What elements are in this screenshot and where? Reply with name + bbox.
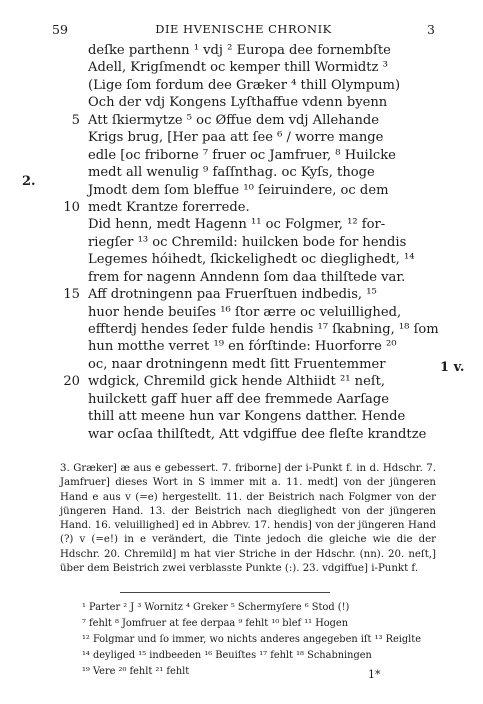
variant-line: ¹ Parter ² J ³ Wornitz ⁴ Greker ⁵ Schermyſere ⁶ Stod (!) <box>82 602 350 613</box>
text-line <box>88 408 423 425</box>
line-text: Jmodt dem ſom bleffue ¹⁰ ſeiruindere, oc dem <box>88 182 389 198</box>
line-text: Legemes hóihedt, ſkickelighedt oc dieglighedt, ¹⁴ <box>88 252 415 268</box>
text-line <box>63 373 423 390</box>
line-number: 20 <box>63 374 80 390</box>
text-line <box>88 391 423 408</box>
line-text: Did henn, medt Hagenn ¹¹ oc Folgmer, ¹² for- <box>88 217 386 233</box>
line-text: edle [oc friborne ⁷ fruer oc Jamfruer, ⁸ Huilcke <box>88 147 396 163</box>
text-line <box>88 356 423 373</box>
line-text: Och der vdj Kongens Lyſthaffue vdenn byenn <box>88 95 388 111</box>
line-text: hun motthe verret ¹⁹ en fórſtinde: Huorforre ²⁰ <box>88 339 397 355</box>
line-text: (Lige ſom fordum dee Græker ⁴ thill Olympum) <box>88 77 401 93</box>
variant-line: ¹⁴ deyliged ¹⁵ indbeeden ¹⁶ Beuiſtes ¹⁷ fehlt ¹⁸ Schabningen <box>82 650 372 661</box>
critical-apparatus <box>60 462 436 576</box>
text-line <box>88 269 423 286</box>
line-text: effterdj hendes ſeder fulde hendis ¹⁷ ſkabning, ¹⁸ ſom <box>88 322 439 337</box>
line-text: frem for nagenn Anndenn ſom daa thilſtede var. <box>88 269 406 285</box>
running-header <box>52 22 435 38</box>
text-line <box>88 304 423 321</box>
line-text: deſke parthenn ¹ vdj ² Europa dee fornembſte <box>88 43 391 58</box>
text-line <box>63 286 423 303</box>
line-text: Att ſkiermytze ⁵ oc Øffue dem vdj Allehande <box>88 112 380 128</box>
variant-line: ¹⁹ Vere ²⁰ fehlt ²¹ fehlt <box>82 666 190 677</box>
text-line <box>88 94 423 111</box>
line-text: thill att meene hun var Kongens datther. Hende <box>88 409 406 425</box>
line-text: huor hende beuiſes ¹⁶ ſtor ærre oc veluillighed, <box>88 304 402 320</box>
text-line <box>88 42 423 59</box>
page-number: 59 <box>52 22 68 37</box>
text-line <box>88 77 423 94</box>
section-number: 3 <box>427 22 435 37</box>
line-number: 5 <box>71 112 80 128</box>
footnote-divider <box>120 592 330 593</box>
text-line <box>88 164 423 181</box>
signature-mark: 1* <box>368 668 381 681</box>
line-text: Krigs brug, [Her paa att ſee ⁶ / worre mange <box>88 130 384 146</box>
margin-note-right: 1 v. <box>440 360 465 375</box>
variant-line: ¹² Folgmar und ſo immer, wo nichts anderes angegeben iſt ¹³ Reiglte <box>82 634 422 645</box>
line-text: huilckett gaff huer aff dee fremmede Aarſage <box>88 391 389 407</box>
running-title: DIE HVENISCHE CHRONIK <box>155 22 332 36</box>
text-line <box>88 234 423 251</box>
chronicle-text <box>63 42 439 443</box>
text-line <box>71 112 423 129</box>
text-line <box>88 426 427 443</box>
line-text: wdgick, Chremild gick hende Althiidt ²¹ neſt, <box>88 374 386 390</box>
line-number: 10 <box>63 199 80 215</box>
line-text: Adell, Krigſmendt oc kemper thill Wormidtz ³ <box>88 60 388 76</box>
text-line <box>88 59 423 76</box>
text-line <box>63 199 423 216</box>
text-line <box>88 338 423 355</box>
text-line <box>88 147 423 164</box>
margin-note-left: 2. <box>22 174 36 189</box>
text-line <box>88 216 423 233</box>
line-text: war ocſaa thilſtedt, Att vdgiffue dee fleſte krandtze <box>88 426 427 442</box>
line-text: medt all wenulig ⁹ faſſnthag. oc Kyſs, thoge <box>88 165 375 181</box>
line-text: Aff drotningenn paa Fruerſtuen indbedis, ¹⁵ <box>88 287 377 303</box>
text-line <box>88 182 423 199</box>
text-line <box>88 251 423 268</box>
line-text: riegſer ¹³ oc Chremild: huilcken bode for hendis <box>88 234 407 250</box>
text-line <box>88 129 423 146</box>
line-text: oc, naar drotningenn medt ſitt Fruentemmer <box>88 356 386 372</box>
apparatus-text: 3. Græker] æ aus e gebessert. 7. friborne] der i-Punkt f. in d. Hdschr. 7. Jamfruer] dieses Wort in S immer mit a. 11. medt] von der jüngeren Hand e aus v (=e) hergestellt. 11. der Beistrich nach Folgmer von der jüngeren Hand. 13. der Beistrich nach dieglighedt von der jüngeren Hand. 16. veluillighed] ed in Abbrev. 17. hendis] von der jüngeren Hand (?) v (=e!) in e verändert, die Tinte jedoch die gleiche wie die der Hdschr. 20. Chremild] m hat vier Striche in der Hdschr. (nn). 20. neſt,] über dem Beistrich zwei verblasste Punkte (:). 23. vdgiffue] i-Punkt f. <box>60 463 436 575</box>
line-text: medt Krantze forerrede. <box>88 199 250 215</box>
line-number: 15 <box>63 287 80 303</box>
text-line <box>88 321 439 338</box>
variant-footnotes <box>82 600 442 680</box>
variant-line: ⁷ fehlt ⁸ Jomfruer at fee derpaa ⁹ fehlt ¹⁰ blef ¹¹ Hogen <box>82 618 349 629</box>
